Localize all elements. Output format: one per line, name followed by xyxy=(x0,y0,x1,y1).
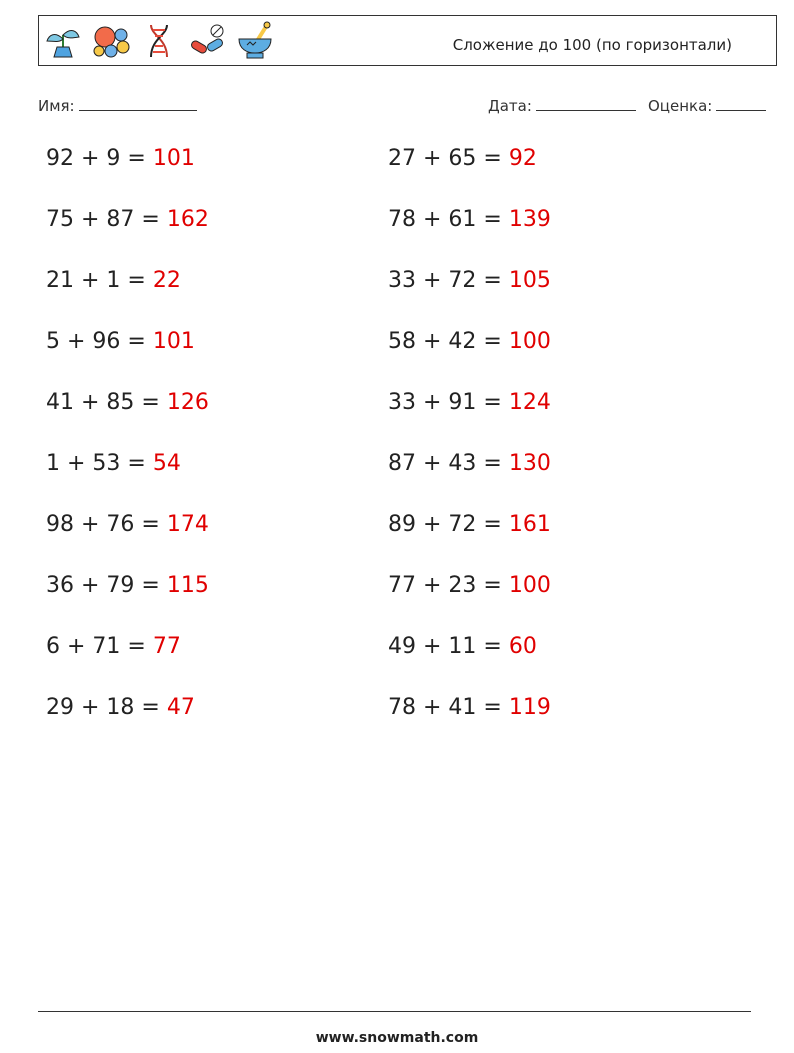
dna-icon xyxy=(139,21,179,61)
problem-answer: 22 xyxy=(152,268,181,293)
problem-row xyxy=(46,390,746,430)
problem-row xyxy=(46,207,746,247)
problem-question: 87 + 43 = xyxy=(388,451,509,476)
problem-answer: 47 xyxy=(166,695,195,720)
problem-question: 92 + 9 = xyxy=(46,146,153,171)
footer-url: www.snowmath.com xyxy=(315,1030,479,1046)
problem-answer: 101 xyxy=(152,329,195,354)
problem-answer: 130 xyxy=(508,451,551,476)
problem-item xyxy=(388,329,551,354)
problem-answer: 100 xyxy=(508,573,551,598)
problem-question: 75 + 87 = xyxy=(46,207,167,232)
problem-item xyxy=(388,390,551,415)
problem-item xyxy=(388,695,551,720)
problem-item xyxy=(388,512,551,537)
score-label: Оценка: xyxy=(648,97,713,115)
problem-row xyxy=(46,695,746,735)
problem-question: 33 + 91 = xyxy=(388,390,509,415)
problem-item xyxy=(388,146,537,171)
problem-row xyxy=(46,512,746,552)
problem-item xyxy=(46,512,209,537)
problem-row xyxy=(46,573,746,613)
problem-question: 77 + 23 = xyxy=(388,573,509,598)
problem-answer: 162 xyxy=(166,207,209,232)
header-icons xyxy=(43,20,275,62)
date-label: Дата: xyxy=(488,97,532,115)
problem-answer: 174 xyxy=(166,512,209,537)
problem-question: 41 + 85 = xyxy=(46,390,167,415)
problem-item xyxy=(46,207,209,232)
header-box xyxy=(38,15,777,66)
problem-item xyxy=(388,451,551,476)
problem-answer: 105 xyxy=(508,268,551,293)
date-blank[interactable] xyxy=(536,96,636,111)
problem-item xyxy=(388,573,551,598)
problem-answer: 139 xyxy=(508,207,551,232)
problem-question: 78 + 61 = xyxy=(388,207,509,232)
problem-question: 6 + 71 = xyxy=(46,634,153,659)
score-field xyxy=(648,96,766,115)
problem-answer: 92 xyxy=(508,146,537,171)
problem-item xyxy=(46,268,181,293)
problem-question: 33 + 72 = xyxy=(388,268,509,293)
problem-question: 89 + 72 = xyxy=(388,512,509,537)
problem-answer: 119 xyxy=(508,695,551,720)
problem-item xyxy=(46,573,209,598)
mortar-pestle-icon xyxy=(235,21,275,61)
problem-item xyxy=(388,268,551,293)
pills-icon xyxy=(187,21,227,61)
problem-row xyxy=(46,329,746,369)
problem-answer: 126 xyxy=(166,390,209,415)
problem-item xyxy=(46,146,195,171)
problem-item xyxy=(46,451,181,476)
problem-question: 29 + 18 = xyxy=(46,695,167,720)
problem-answer: 77 xyxy=(152,634,181,659)
problem-item xyxy=(46,390,209,415)
problem-question: 27 + 65 = xyxy=(388,146,509,171)
problem-answer: 100 xyxy=(508,329,551,354)
worksheet-title: Сложение до 100 (по горизонтали) xyxy=(452,36,732,54)
name-field xyxy=(38,96,197,115)
problem-row xyxy=(46,634,746,674)
date-field xyxy=(488,96,636,115)
problem-question: 5 + 96 = xyxy=(46,329,153,354)
problem-question: 58 + 42 = xyxy=(388,329,509,354)
problem-answer: 54 xyxy=(152,451,181,476)
molecule-icon xyxy=(91,21,131,61)
problem-row xyxy=(46,451,746,491)
problem-question: 49 + 11 = xyxy=(388,634,509,659)
name-blank[interactable] xyxy=(79,96,197,111)
problem-item xyxy=(46,634,181,659)
problem-answer: 60 xyxy=(508,634,537,659)
name-label: Имя: xyxy=(38,97,75,115)
score-blank[interactable] xyxy=(716,96,766,111)
problem-question: 98 + 76 = xyxy=(46,512,167,537)
problem-question: 21 + 1 = xyxy=(46,268,153,293)
problem-item xyxy=(388,634,537,659)
problem-item xyxy=(388,207,551,232)
problem-question: 36 + 79 = xyxy=(46,573,167,598)
problem-item xyxy=(46,695,195,720)
problem-answer: 101 xyxy=(152,146,195,171)
problem-item xyxy=(46,329,195,354)
plant-flask-icon xyxy=(43,21,83,61)
problem-row xyxy=(46,146,746,186)
problem-question: 78 + 41 = xyxy=(388,695,509,720)
problem-answer: 115 xyxy=(166,573,209,598)
problem-row xyxy=(46,268,746,308)
problem-question: 1 + 53 = xyxy=(46,451,153,476)
footer-divider xyxy=(38,1011,751,1012)
problem-answer: 161 xyxy=(508,512,551,537)
problem-answer: 124 xyxy=(508,390,551,415)
